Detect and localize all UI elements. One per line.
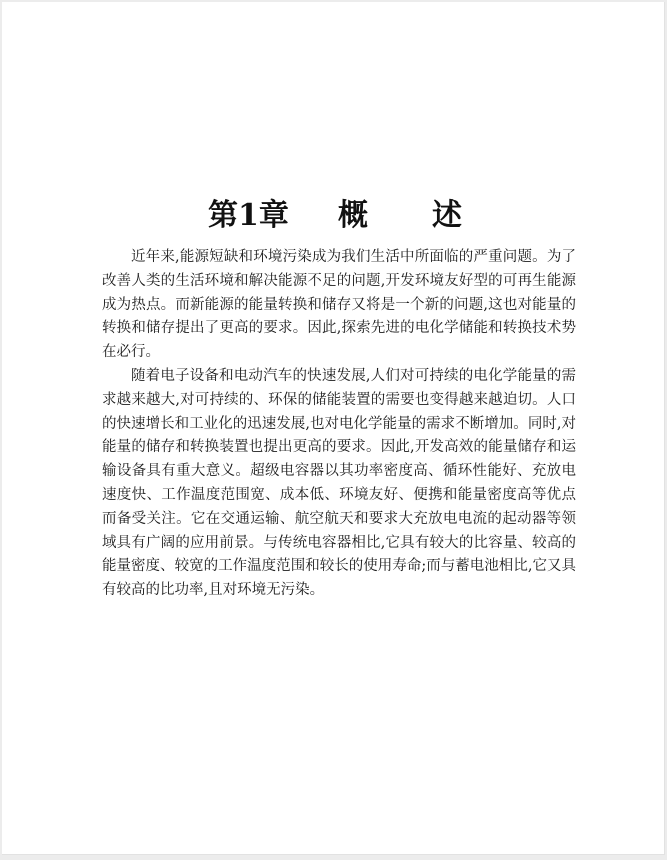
paragraph-2: 随着电子设备和电动汽车的快速发展,人们对可持续的电化学能量的需求越来越大,对可持续的、环保的储能装置的需要也变得越来越迫切。人口的快速增长和工业化的迅速发展,也对电化学能量的需求不断增加。同时,对能量的储存和转换装置也提出更高的要求。因此,开发高效的能量储存和运输设备具有重大意义。超级电容器以其功率密度高、循环性能好、充放电速度快、工作温度范围宽、成本低、环境友好、便携和能量密度高等优点而备受关注。它在交通运输、航空航天和要求大充放电电流的起动器等领域具有广阔的应用前景。与传统电容器相比,它具有较大的比容量、较高的能量密度、较宽的工作温度范围和较长的使用寿命;而与蓄电池相比,它又具有较高的比功率,且对环境无污染。: [102, 367, 576, 599]
chapter-title-part-1: 概: [338, 198, 368, 233]
chapter-title-part-2: 述: [432, 198, 462, 233]
chapter-body: [102, 246, 576, 603]
paragraph-1: 近年来,能源短缺和环境污染成为我们生活中所面临的严重问题。为了改善人类的生活环境和解决能源不足的问题,开发环境友好型的可再生能源成为热点。而新能源的能量转换和储存又将是一个新的问题,这也对能量的转换和储存提出了更高的要求。因此,探索先进的电化学储能和转换技术势在必行。: [102, 249, 576, 361]
chapter-number: 第1章: [208, 198, 289, 233]
chapter-title: [2, 194, 664, 238]
document-page: [2, 2, 665, 855]
